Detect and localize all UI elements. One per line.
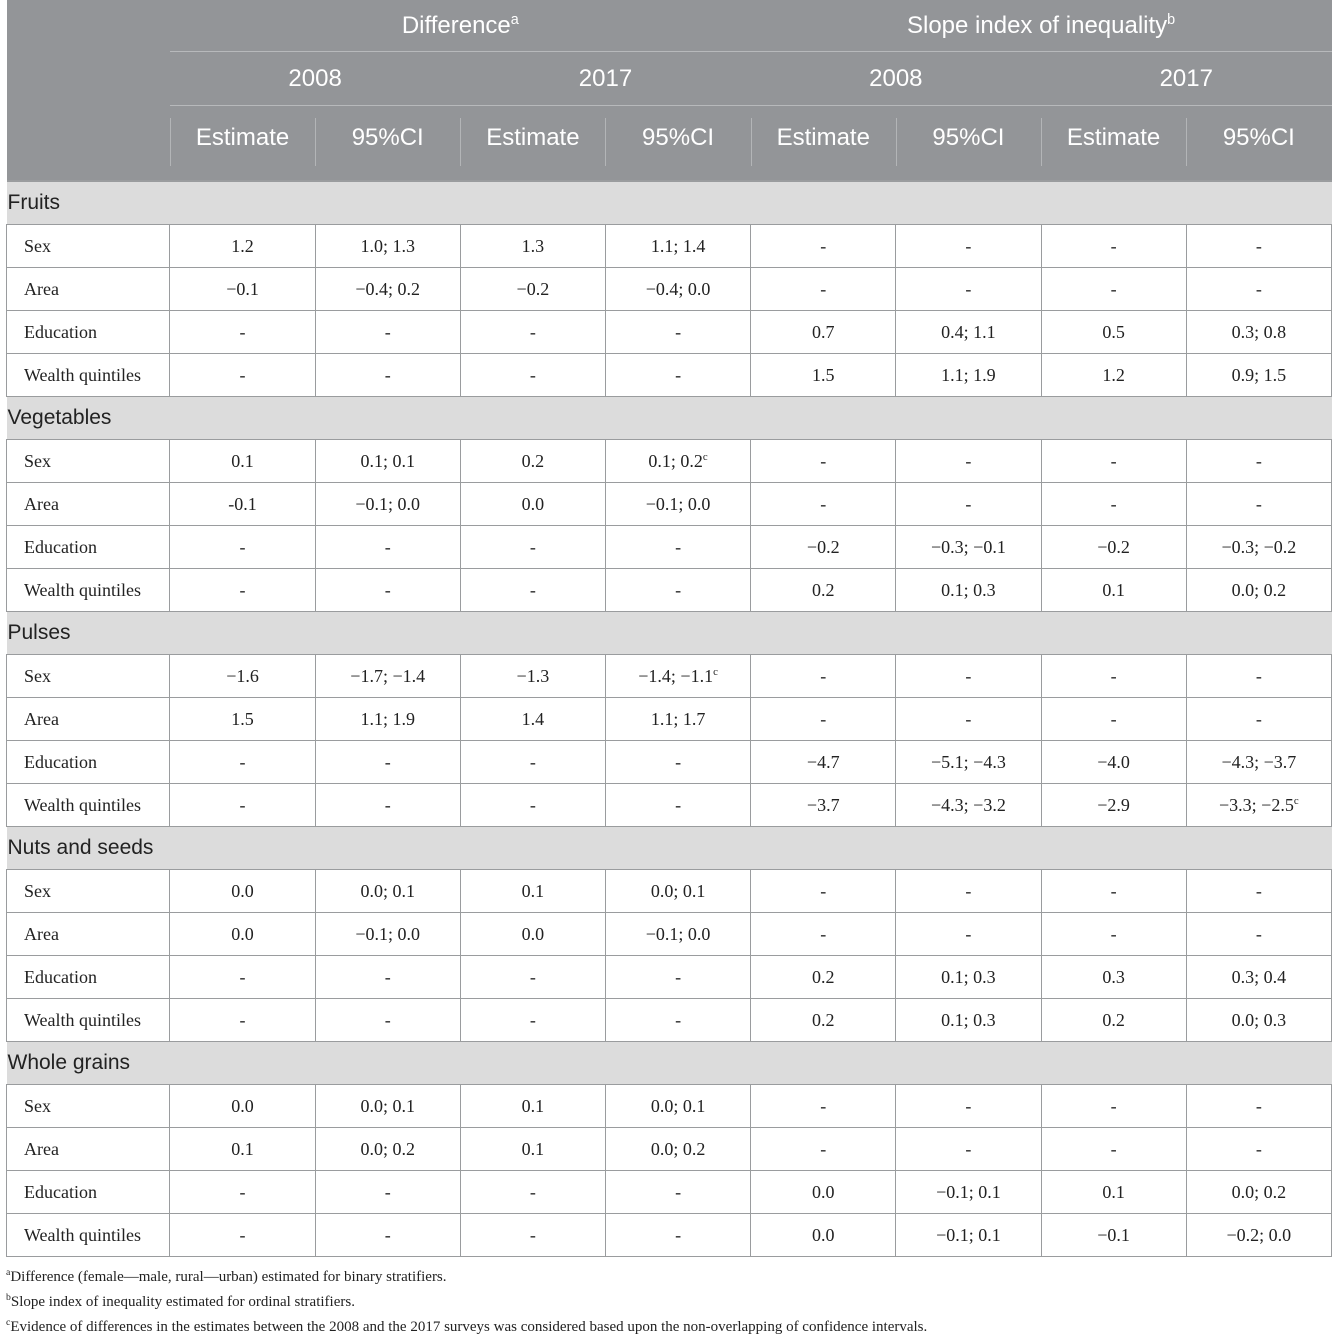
group-header-row xyxy=(7,612,1332,655)
table-cell: - xyxy=(170,956,315,999)
table-cell: 1.2 xyxy=(170,225,315,268)
table-cell: 0.1 xyxy=(1041,1171,1186,1214)
row-label: Sex xyxy=(7,870,170,913)
table-cell: - xyxy=(896,440,1041,483)
table-cell: 1.5 xyxy=(170,698,315,741)
table-cell: - xyxy=(1041,698,1186,741)
table-cell: −0.1; 0.0 xyxy=(605,913,750,956)
table-body xyxy=(7,181,1332,1257)
table-container xyxy=(6,0,1332,1257)
table-cell: 1.1; 1.9 xyxy=(315,698,460,741)
footnote: $^c$Evidence of differences in the estimates between the 2008 and the 2017 surveys was considered based upon the non-overlapping of confidence intervals. xyxy=(6,1317,928,1335)
table-cell: - xyxy=(896,225,1041,268)
table-cell: −0.4; 0.2 xyxy=(315,268,460,311)
table-cell: 0.0 xyxy=(460,483,605,526)
group-header-row xyxy=(7,397,1332,440)
table-row xyxy=(7,741,1332,784)
row-label: Area xyxy=(7,698,170,741)
footnote-marker: c xyxy=(713,665,718,678)
table-cell: −4.7 xyxy=(751,741,896,784)
table-cell: - xyxy=(896,1085,1041,1128)
table-cell: −1.7; −1.4 xyxy=(315,655,460,698)
table-cell: −4.3; −3.7 xyxy=(1186,741,1331,784)
table-cell: 0.1; 0.3 xyxy=(896,999,1041,1042)
group-header-row xyxy=(7,1042,1332,1085)
table-cell: - xyxy=(605,526,750,569)
table-cell: - xyxy=(170,569,315,612)
table-cell: - xyxy=(170,311,315,354)
table-cell: 1.0; 1.3 xyxy=(315,225,460,268)
table-cell: - xyxy=(170,1171,315,1214)
footnote-marker: c xyxy=(702,450,708,463)
table-cell: −0.3; −0.2 xyxy=(1186,526,1331,569)
header-difference: Difference$^a$ xyxy=(170,0,751,52)
table-row xyxy=(7,225,1332,268)
header-year: 2008 xyxy=(751,52,1041,106)
table-cell: −0.1; 0.0 xyxy=(315,483,460,526)
table-cell: 0.2 xyxy=(751,569,896,612)
header-subcol: Estimate xyxy=(170,106,315,181)
inequality-table xyxy=(6,0,1332,1257)
row-label: Wealth quintiles xyxy=(7,354,170,397)
group-header-row xyxy=(7,181,1332,225)
table-cell: - xyxy=(896,870,1041,913)
group-title: Vegetables xyxy=(7,397,1332,440)
table-cell: - xyxy=(460,956,605,999)
table-cell: - xyxy=(751,1085,896,1128)
table-cell: - xyxy=(1041,268,1186,311)
table-cell: −0.1 xyxy=(1041,1214,1186,1257)
row-label: Education xyxy=(7,526,170,569)
table-cell: - xyxy=(605,784,750,827)
table-header xyxy=(7,0,1332,181)
row-label: Education xyxy=(7,1171,170,1214)
table-cell: 0.0 xyxy=(751,1214,896,1257)
table-cell: −0.1; 0.0 xyxy=(605,483,750,526)
table-cell: −0.2; 0.0 xyxy=(1186,1214,1331,1257)
table-cell: 0.1 xyxy=(460,1128,605,1171)
table-cell: - xyxy=(1186,440,1331,483)
row-label: Area xyxy=(7,268,170,311)
table-cell: 0.0; 0.1 xyxy=(315,870,460,913)
table-cell: - xyxy=(170,741,315,784)
table-cell: - xyxy=(460,526,605,569)
table-cell: - xyxy=(1186,698,1331,741)
table-cell: - xyxy=(751,483,896,526)
table-cell: 0.3; 0.8 xyxy=(1186,311,1331,354)
table-cell: 0.1; 0.3 xyxy=(896,956,1041,999)
table-row xyxy=(7,526,1332,569)
table-row xyxy=(7,1085,1332,1128)
table-cell: - xyxy=(315,999,460,1042)
table-cell: 0.0; 0.1 xyxy=(605,870,750,913)
table-cell: - xyxy=(460,1214,605,1257)
header-subcol: 95%CI xyxy=(896,106,1041,181)
row-label: Wealth quintiles xyxy=(7,784,170,827)
group-title: Nuts and seeds xyxy=(7,827,1332,870)
table-cell: 0.9; 1.5 xyxy=(1186,354,1331,397)
table-cell: - xyxy=(315,1214,460,1257)
table-cell: - xyxy=(896,268,1041,311)
table-row xyxy=(7,870,1332,913)
row-label: Education xyxy=(7,311,170,354)
table-cell: - xyxy=(460,741,605,784)
table-cell: - xyxy=(315,956,460,999)
table-cell: - xyxy=(1186,483,1331,526)
table-cell: - xyxy=(1186,1128,1331,1171)
table-cell: - xyxy=(1041,655,1186,698)
table-cell: −0.1; 0.0 xyxy=(315,913,460,956)
table-cell: −0.4; 0.0 xyxy=(605,268,750,311)
table-cell: 0.0; 0.2 xyxy=(315,1128,460,1171)
table-row xyxy=(7,913,1332,956)
table-cell: 1.2 xyxy=(1041,354,1186,397)
header-slope-index: Slope index of inequality$^b$ xyxy=(751,0,1332,52)
table-cell: −2.9 xyxy=(1041,784,1186,827)
footnote: $^b$Slope index of inequality estimated for ordinal stratifiers. xyxy=(6,1292,355,1310)
table-cell: - xyxy=(315,354,460,397)
footnotes xyxy=(6,1265,1332,1340)
row-label: Area xyxy=(7,913,170,956)
table-cell: - xyxy=(460,784,605,827)
table-cell: −0.2 xyxy=(460,268,605,311)
table-row xyxy=(7,698,1332,741)
table-cell: 0.2 xyxy=(460,440,605,483)
row-label: Sex xyxy=(7,655,170,698)
table-cell: 1.3 xyxy=(460,225,605,268)
table-row xyxy=(7,1214,1332,1257)
footnote: $^a$Difference (female—male, rural—urban) estimated for binary stratifiers. xyxy=(6,1267,447,1285)
table-row xyxy=(7,354,1332,397)
table-cell: 0.1 xyxy=(170,1128,315,1171)
table-cell: - xyxy=(605,569,750,612)
table-cell: - xyxy=(896,913,1041,956)
row-label: Education xyxy=(7,741,170,784)
table-cell: - xyxy=(315,526,460,569)
table-cell: - xyxy=(315,784,460,827)
table-cell: - xyxy=(751,1128,896,1171)
table-cell: 1.1; 1.4 xyxy=(605,225,750,268)
table-row xyxy=(7,1128,1332,1171)
table-cell: - xyxy=(170,784,315,827)
group-title: Fruits xyxy=(7,181,1332,225)
table-cell: 0.1; 0.2$^c$ xyxy=(605,440,750,483)
table-cell: - xyxy=(1041,483,1186,526)
table-cell: 0.3 xyxy=(1041,956,1186,999)
table-cell: - xyxy=(751,870,896,913)
table-cell: 0.1; 0.3 xyxy=(896,569,1041,612)
table-cell: - xyxy=(751,913,896,956)
row-label: Sex xyxy=(7,1085,170,1128)
table-cell: - xyxy=(460,569,605,612)
table-cell: - xyxy=(170,1214,315,1257)
table-cell: −4.3; −3.2 xyxy=(896,784,1041,827)
header-corner xyxy=(7,0,170,52)
table-cell: - xyxy=(605,999,750,1042)
table-cell: 0.2 xyxy=(751,956,896,999)
header-subcol: 95%CI xyxy=(315,106,460,181)
table-cell: - xyxy=(1041,225,1186,268)
table-row xyxy=(7,655,1332,698)
table-cell: 0.0 xyxy=(170,1085,315,1128)
table-row xyxy=(7,311,1332,354)
table-cell: 0.3; 0.4 xyxy=(1186,956,1331,999)
table-cell: - xyxy=(605,741,750,784)
table-cell: 0.2 xyxy=(751,999,896,1042)
table-cell: −0.1 xyxy=(170,268,315,311)
table-cell: 0.7 xyxy=(751,311,896,354)
table-cell: 1.5 xyxy=(751,354,896,397)
table-cell: −3.7 xyxy=(751,784,896,827)
table-cell: - xyxy=(896,698,1041,741)
table-cell: - xyxy=(1186,870,1331,913)
table-cell: - xyxy=(1041,913,1186,956)
table-cell: 0.1 xyxy=(170,440,315,483)
table-cell: 0.0; 0.2 xyxy=(605,1128,750,1171)
table-cell: 0.0; 0.1 xyxy=(315,1085,460,1128)
table-cell: - xyxy=(1041,870,1186,913)
table-row xyxy=(7,440,1332,483)
table-cell: 0.2 xyxy=(1041,999,1186,1042)
table-cell: - xyxy=(605,1171,750,1214)
table-cell: - xyxy=(1186,268,1331,311)
table-cell: 0.0; 0.2 xyxy=(1186,569,1331,612)
table-cell: - xyxy=(170,354,315,397)
table-cell: 0.1 xyxy=(460,1085,605,1128)
header-subcol: Estimate xyxy=(460,106,605,181)
table-cell: −0.3; −0.1 xyxy=(896,526,1041,569)
header-subcol: 95%CI xyxy=(1186,106,1331,181)
table-row xyxy=(7,956,1332,999)
header-year: 2008 xyxy=(170,52,460,106)
row-label: Area xyxy=(7,483,170,526)
table-cell: −1.4; −1.1$^c$ xyxy=(605,655,750,698)
table-cell: −5.1; −4.3 xyxy=(896,741,1041,784)
table-cell: −0.2 xyxy=(751,526,896,569)
table-cell: −1.6 xyxy=(170,655,315,698)
table-cell: 0.1 xyxy=(1041,569,1186,612)
table-cell: - xyxy=(751,440,896,483)
table-cell: - xyxy=(460,354,605,397)
table-cell: - xyxy=(1186,225,1331,268)
row-label: Education xyxy=(7,956,170,999)
table-cell: 0.0; 0.3 xyxy=(1186,999,1331,1042)
header-year: 2017 xyxy=(1041,52,1331,106)
table-cell: −3.3; −2.5$^c$ xyxy=(1186,784,1331,827)
header-year: 2017 xyxy=(460,52,750,106)
table-cell: - xyxy=(605,354,750,397)
table-cell: - xyxy=(315,1171,460,1214)
table-cell: 1.4 xyxy=(460,698,605,741)
table-cell: 0.0 xyxy=(460,913,605,956)
row-label: Sex xyxy=(7,440,170,483)
table-row xyxy=(7,999,1332,1042)
row-label: Wealth quintiles xyxy=(7,1214,170,1257)
table-cell: 0.0; 0.2 xyxy=(1186,1171,1331,1214)
footnote-marker: c xyxy=(1293,794,1299,807)
table-cell: −1.3 xyxy=(460,655,605,698)
table-cell: - xyxy=(170,526,315,569)
header-subcol: Estimate xyxy=(751,106,896,181)
table-cell: - xyxy=(460,311,605,354)
table-cell: 1.1; 1.9 xyxy=(896,354,1041,397)
group-title: Pulses xyxy=(7,612,1332,655)
table-cell: - xyxy=(751,268,896,311)
table-cell: -0.1 xyxy=(170,483,315,526)
header-subcol: Estimate xyxy=(1041,106,1186,181)
table-row xyxy=(7,1171,1332,1214)
group-title: Whole grains xyxy=(7,1042,1332,1085)
group-header-row xyxy=(7,827,1332,870)
table-cell: 0.4; 1.1 xyxy=(896,311,1041,354)
row-label: Area xyxy=(7,1128,170,1171)
table-cell: - xyxy=(1186,1085,1331,1128)
table-row xyxy=(7,483,1332,526)
table-cell: - xyxy=(315,741,460,784)
table-cell: - xyxy=(896,655,1041,698)
table-cell: −0.1; 0.1 xyxy=(896,1214,1041,1257)
row-label: Wealth quintiles xyxy=(7,569,170,612)
row-label: Sex xyxy=(7,225,170,268)
table-cell: - xyxy=(1041,1128,1186,1171)
table-row xyxy=(7,268,1332,311)
table-cell: 1.1; 1.7 xyxy=(605,698,750,741)
table-cell: - xyxy=(1041,1085,1186,1128)
row-label: Wealth quintiles xyxy=(7,999,170,1042)
table-cell: - xyxy=(1041,440,1186,483)
table-cell: - xyxy=(315,311,460,354)
table-row xyxy=(7,784,1332,827)
table-cell: 0.1; 0.1 xyxy=(315,440,460,483)
table-cell: - xyxy=(315,569,460,612)
table-cell: - xyxy=(460,1171,605,1214)
table-row xyxy=(7,569,1332,612)
table-cell: - xyxy=(460,999,605,1042)
table-cell: - xyxy=(1186,655,1331,698)
table-cell: - xyxy=(1186,913,1331,956)
table-cell: 0.5 xyxy=(1041,311,1186,354)
table-cell: - xyxy=(605,956,750,999)
table-cell: - xyxy=(896,483,1041,526)
table-cell: 0.0; 0.1 xyxy=(605,1085,750,1128)
table-cell: - xyxy=(896,1128,1041,1171)
table-cell: 0.0 xyxy=(751,1171,896,1214)
table-cell: - xyxy=(751,655,896,698)
header-subcol: 95%CI xyxy=(605,106,750,181)
table-cell: 0.1 xyxy=(460,870,605,913)
table-cell: −4.0 xyxy=(1041,741,1186,784)
table-cell: - xyxy=(605,311,750,354)
table-cell: - xyxy=(170,999,315,1042)
table-cell: −0.1; 0.1 xyxy=(896,1171,1041,1214)
table-cell: −0.2 xyxy=(1041,526,1186,569)
table-cell: 0.0 xyxy=(170,870,315,913)
table-cell: - xyxy=(751,698,896,741)
table-cell: - xyxy=(605,1214,750,1257)
table-cell: 0.0 xyxy=(170,913,315,956)
table-cell: - xyxy=(751,225,896,268)
